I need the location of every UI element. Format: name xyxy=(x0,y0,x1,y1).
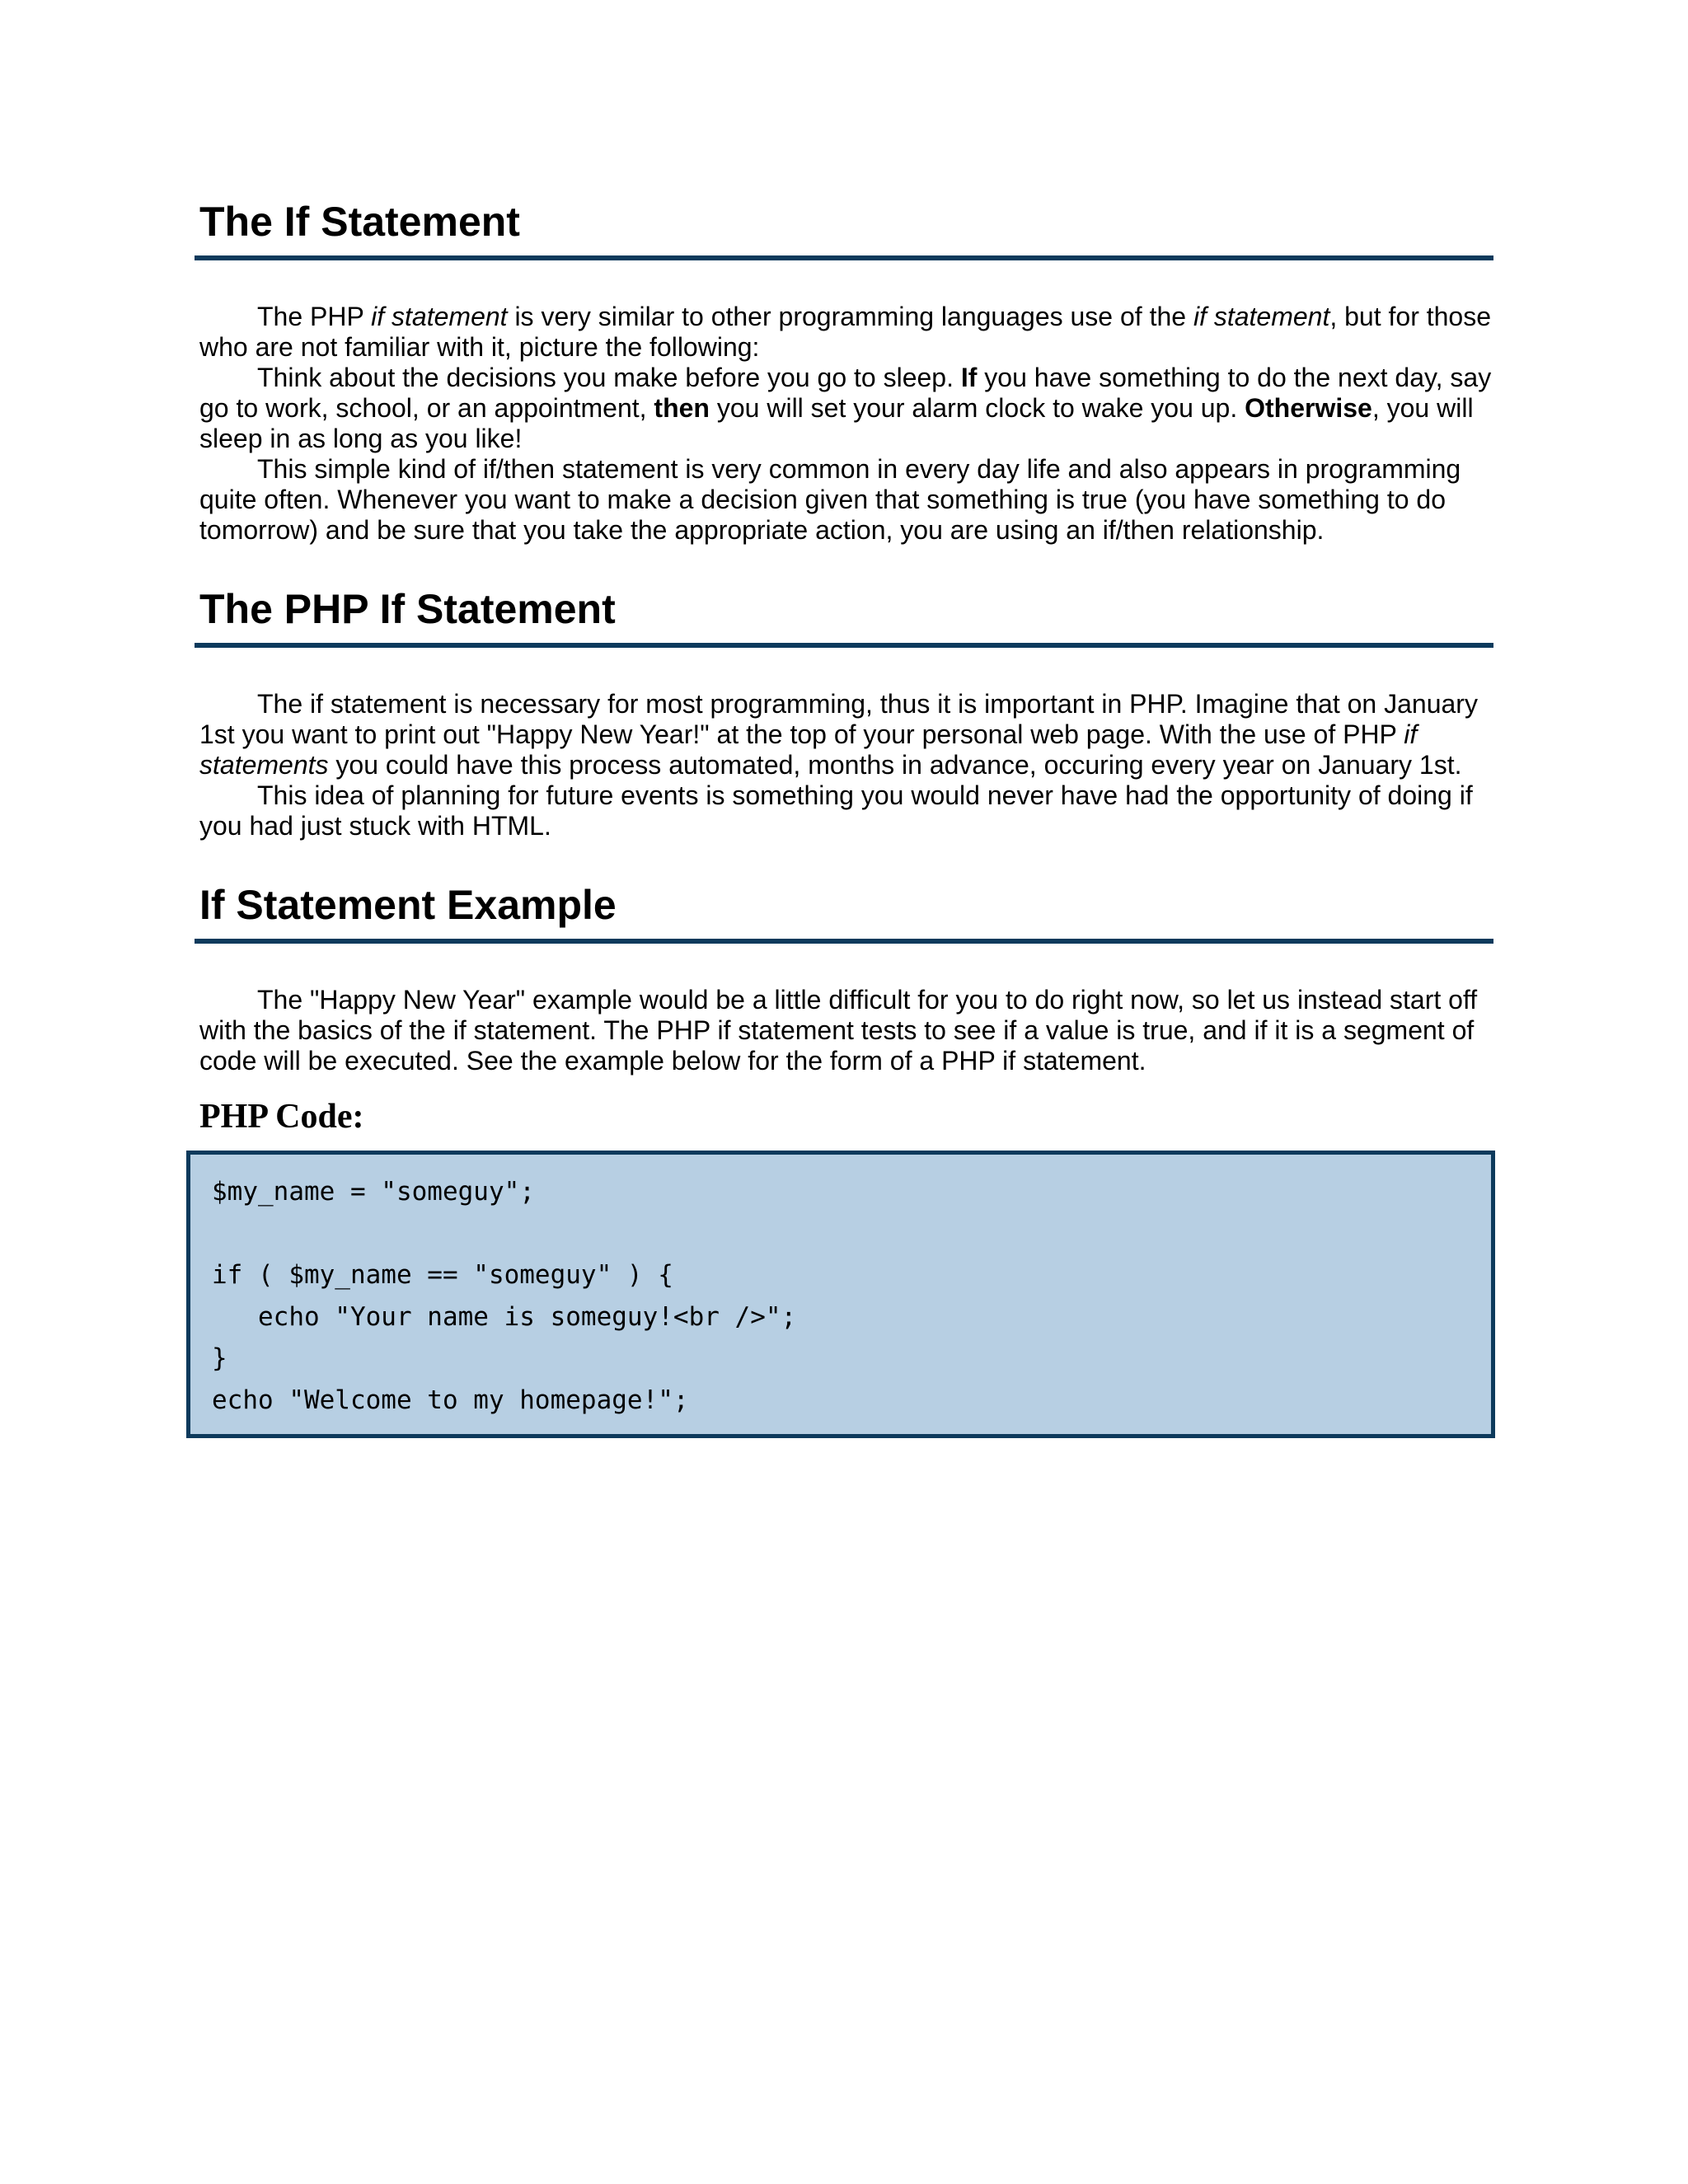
paragraph xyxy=(199,454,1493,546)
code-line xyxy=(212,1213,1470,1255)
section-heading: If Statement Example xyxy=(195,879,1493,944)
section-spacer xyxy=(199,841,1493,879)
text-run: This simple kind of if/then statement is very common in every day life and also appears in programming quite often. Whenever you want to make a decision given that something is true (you have something to do tomorrow) and be sure that you take the appropriate action, you are using an if/then relationship. xyxy=(199,454,1461,545)
code-line: echo "Welcome to my homepage!"; xyxy=(212,1385,689,1415)
section-heading: The PHP If Statement xyxy=(195,583,1493,648)
code-line: $my_name = "someguy"; xyxy=(212,1177,535,1207)
text-run: you could have this process automated, months in advance, occuring every year on January 1st. xyxy=(328,750,1462,780)
code-label: PHP Code: xyxy=(199,1098,364,1136)
section-body xyxy=(199,302,1493,546)
paragraph xyxy=(199,985,1493,1076)
text-run: , you will sleep in as long as you like! xyxy=(199,393,1474,453)
document-page xyxy=(199,196,1493,1438)
bold-run: Otherwise xyxy=(1245,393,1372,423)
section-body xyxy=(199,689,1493,841)
paragraph xyxy=(199,780,1493,841)
italic-run: if statement xyxy=(371,302,508,331)
section-spacer xyxy=(199,546,1493,583)
section-body xyxy=(199,985,1493,1076)
bold-run: If xyxy=(960,363,978,392)
text-run: The if statement is necessary for most programming, thus it is important in PHP. Imagine that on January 1st you want to print out "Happy New Year!" at the top of your personal web page. With the use of PHP xyxy=(199,689,1478,749)
section-if-statement-example xyxy=(199,879,1493,1438)
section-if-statement xyxy=(199,196,1493,546)
text-run: This idea of planning for future events is something you would never have had the opportunity of doing if you had just stuck with HTML. xyxy=(199,780,1473,841)
text-run: is very similar to other programming languages use of the xyxy=(507,302,1193,331)
italic-run: if statement xyxy=(1193,302,1330,331)
bold-run: then xyxy=(654,393,710,423)
section-heading: The If Statement xyxy=(195,196,1493,260)
code-line: if ( $my_name == "someguy" ) { xyxy=(212,1260,673,1290)
italic-run: if statements xyxy=(199,719,1418,780)
text-run: you will set your alarm clock to wake you up. xyxy=(709,393,1245,423)
section-php-if-statement xyxy=(199,583,1493,841)
code-line: echo "Your name is someguy!<br />"; xyxy=(212,1301,797,1332)
text-run: Think about the decisions you make before you go to sleep. xyxy=(257,363,961,392)
paragraph xyxy=(199,363,1493,454)
paragraph xyxy=(199,689,1493,780)
text-run: , but for those who are not familiar with it, picture the following: xyxy=(199,302,1492,362)
text-run: you have something to do the next day, say go to work, school, or an appointment, xyxy=(199,363,1492,423)
text-run: The "Happy New Year" example would be a little difficult for you to do right now, so let us instead start off with the basics of the if statement. The PHP if statement tests to see if a value is true, and if it is a segment of code will be executed. See the example below for the form of a PHP if statement. xyxy=(199,985,1478,1076)
paragraph xyxy=(199,302,1493,363)
text-run: The PHP xyxy=(257,302,372,331)
code-line: } xyxy=(212,1343,227,1373)
code-block xyxy=(186,1151,1495,1438)
